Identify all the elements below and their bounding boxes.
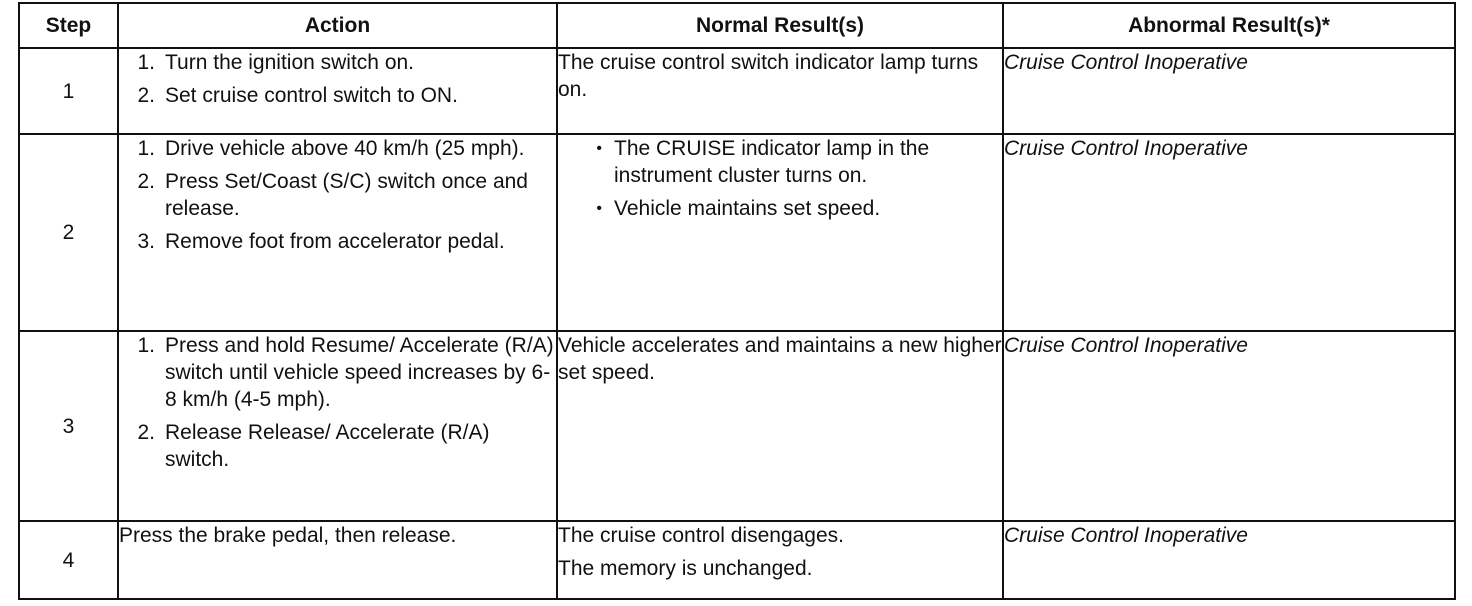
action-step (119, 82, 556, 109)
action-step-number: 1. (137, 334, 155, 357)
action-step-number: 1. (137, 137, 155, 160)
step-number: 4 (19, 521, 118, 599)
normal-result-cell (557, 521, 1003, 599)
header-row (19, 3, 1455, 48)
abnormal-result-cell: Cruise Control Inoperative (1003, 48, 1455, 134)
header-step: Step (19, 3, 118, 48)
step-number: 1 (19, 48, 118, 134)
action-step-text: Release Release/ Accelerate (R/A) switch. (165, 421, 490, 471)
step-number: 3 (19, 331, 118, 521)
action-step-text: Press and hold Resume/ Accelerate (R/A) switch until vehicle speed increases by 6-8 km/h (4-5 mph). (165, 334, 554, 411)
action-step-number: 2. (137, 421, 155, 444)
header-abnormal-results: Abnormal Result(s)* (1003, 3, 1455, 48)
normal-result-text: Vehicle maintains set speed. (614, 197, 881, 220)
action-step-number: 2. (137, 170, 155, 193)
bullet-icon: • (596, 200, 602, 217)
normal-result-cell (557, 48, 1003, 134)
action-step-text: Set cruise control switch to ON. (165, 84, 458, 107)
action-step-number: 3. (137, 230, 155, 253)
diagnostic-table (18, 2, 1456, 600)
header-normal-results: Normal Result(s) (557, 3, 1003, 48)
action-cell (118, 331, 557, 521)
action-step-number: 2. (137, 84, 155, 107)
action-cell (118, 134, 557, 331)
action-step-text: Remove foot from accelerator pedal. (165, 230, 505, 253)
abnormal-result-cell: Cruise Control Inoperative (1003, 331, 1455, 521)
normal-result-text: The CRUISE indicator lamp in the instrument cluster turns on. (614, 137, 930, 187)
abnormal-result-cell: Cruise Control Inoperative (1003, 521, 1455, 599)
step-number: 2 (19, 134, 118, 331)
action-step (119, 135, 556, 162)
action-cell (118, 48, 557, 134)
action-step-number: 1. (137, 51, 155, 74)
action-step (119, 228, 556, 255)
table-row (19, 331, 1455, 521)
document-page (18, 2, 1454, 598)
action-step-text: Turn the ignition switch on. (165, 51, 415, 74)
action-step-text: Press Set/Coast (S/C) switch once and release. (165, 170, 528, 220)
bullet-icon: • (596, 140, 602, 157)
action-step (119, 49, 556, 76)
normal-result-cell (557, 134, 1003, 331)
normal-result-cell (557, 331, 1003, 521)
action-step-text: Drive vehicle above 40 km/h (25 mph). (165, 137, 525, 160)
table-row (19, 48, 1455, 134)
table-row (19, 521, 1455, 599)
action-step (119, 332, 556, 413)
normal-result-text: Vehicle accelerates and maintains a new higher set speed. (558, 334, 1002, 384)
normal-result-text: The cruise control disengages. (558, 524, 844, 547)
action-text: Press the brake pedal, then release. (119, 524, 457, 547)
normal-result-bullet (558, 135, 1002, 189)
table-row (19, 134, 1455, 331)
normal-result-text: The memory is unchanged. (558, 557, 813, 580)
action-cell (118, 521, 557, 599)
abnormal-result-cell: Cruise Control Inoperative (1003, 134, 1455, 331)
action-step (119, 419, 556, 473)
header-action: Action (118, 3, 557, 48)
action-step (119, 168, 556, 222)
normal-result-bullet (558, 195, 1002, 222)
normal-result-text: The cruise control switch indicator lamp turns on. (558, 51, 979, 101)
